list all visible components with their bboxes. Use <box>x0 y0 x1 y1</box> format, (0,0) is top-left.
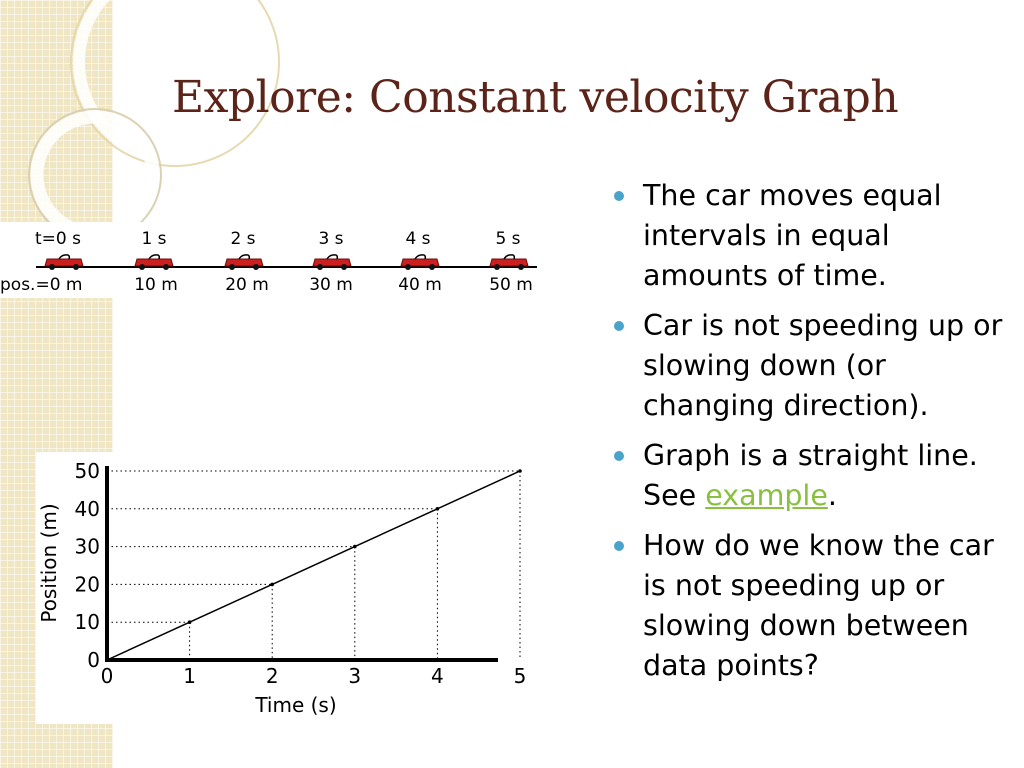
data-point <box>518 469 522 473</box>
x-tick-label: 1 <box>183 664 196 688</box>
x-tick-label: 3 <box>348 664 362 688</box>
bullet-text: The car moves equal intervals in equal amounts of time. <box>643 179 942 292</box>
x-tick-label: 2 <box>265 664 279 688</box>
y-tick-label: 0 <box>87 648 100 672</box>
y-tick-label: 40 <box>74 496 100 521</box>
position-label: 40 m <box>398 275 442 295</box>
time-label: 4 s <box>405 229 431 249</box>
data-point <box>105 658 109 662</box>
position-time-graph <box>36 452 527 724</box>
series-line <box>107 471 520 660</box>
position-labels <box>0 275 533 295</box>
bullet-text: How do we know the car is not speeding up or slowing down between data points? <box>643 529 994 682</box>
bullet-item <box>612 176 1012 296</box>
x-axis-label: Time (s) <box>255 693 337 717</box>
position-label: 20 m <box>225 275 269 295</box>
time-label: t=0 s <box>35 229 81 249</box>
x-tick-label: 4 <box>431 664 444 688</box>
time-label: 1 s <box>141 229 167 249</box>
bullet-text: Graph is a straight line. See <box>643 439 978 512</box>
time-labels <box>35 229 521 249</box>
slide-title: Explore: Constant velocity Graph <box>172 72 899 123</box>
time-label: 2 s <box>230 229 256 249</box>
data-point <box>270 583 274 587</box>
tick-labels <box>75 459 527 688</box>
x-tick-label: 5 <box>513 664 527 688</box>
time-label: 5 s <box>495 229 521 249</box>
bullet-list <box>612 176 1012 696</box>
y-tick-label: 20 <box>74 572 100 597</box>
position-label: pos.=0 m <box>0 275 83 295</box>
time-label: 3 s <box>318 229 344 249</box>
bullet-dot-icon <box>614 321 624 331</box>
position-label: 30 m <box>309 275 353 295</box>
y-tick-label: 30 <box>74 534 100 559</box>
car-timeline <box>0 222 540 298</box>
series <box>105 469 522 662</box>
chart-svg <box>36 452 527 724</box>
y-axis-label: Position (m) <box>37 503 61 623</box>
bullet-dot-icon <box>614 191 624 201</box>
data-point <box>188 620 192 624</box>
bullet-text: Car is not speeding up or slowing down (or changing direction). <box>643 309 1003 422</box>
bullet-text-end: . <box>827 479 837 512</box>
y-tick-label: 50 <box>74 459 100 483</box>
bullet-item <box>612 306 1012 426</box>
bullet-dot-icon <box>614 541 624 551</box>
data-point <box>436 507 440 511</box>
x-tick-label: 0 <box>100 664 114 688</box>
data-point <box>353 545 357 549</box>
bullet-item <box>612 436 1012 516</box>
bullet-dot-icon <box>614 451 624 461</box>
position-label: 10 m <box>134 275 178 295</box>
bullet-item <box>612 526 1012 686</box>
y-tick-label: 10 <box>74 610 100 635</box>
position-label: 50 m <box>489 275 533 295</box>
example-link[interactable]: example <box>705 479 828 512</box>
